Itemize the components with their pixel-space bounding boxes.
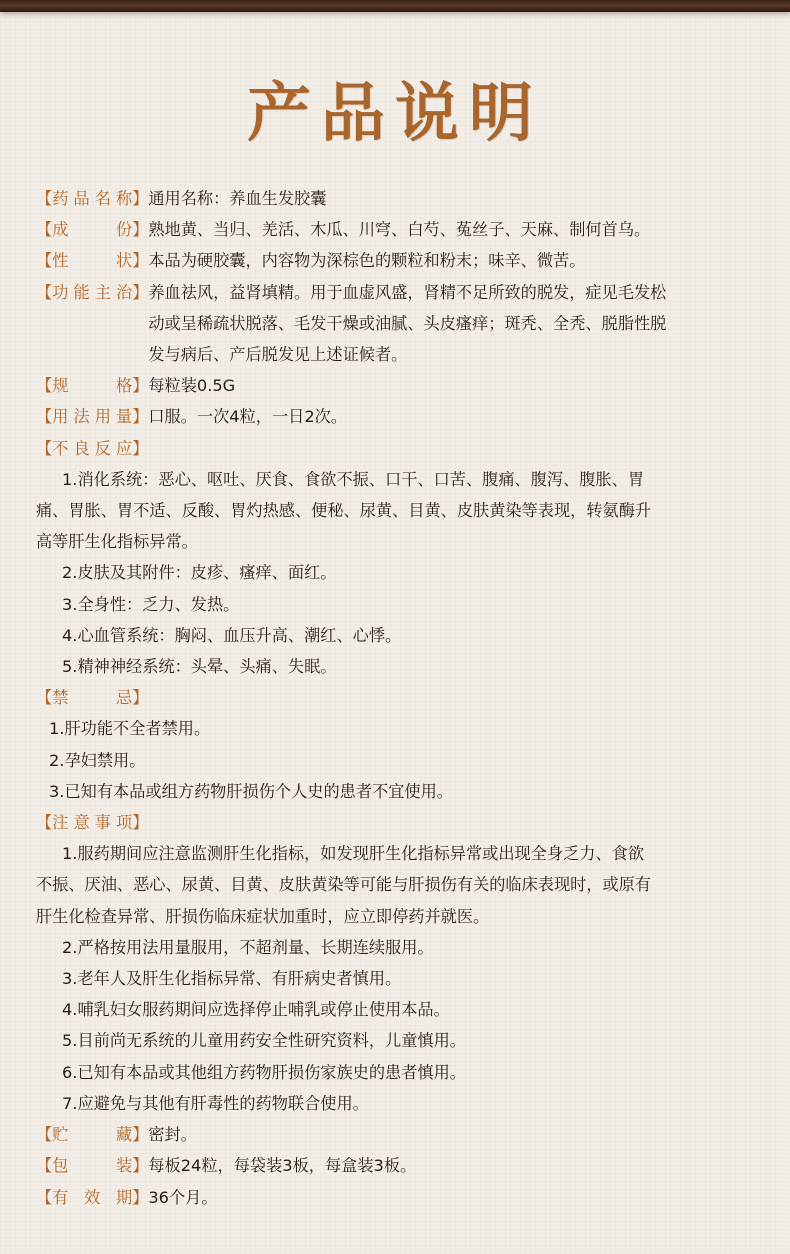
value-appearance: 本品为硬胶囊，内容物为深棕色的颗粒和粉末；味辛、微苦。 [148, 251, 586, 271]
label-ingredients: 【成份】 [36, 220, 149, 240]
label-validity: 【有效期】 [36, 1187, 149, 1207]
row-ingredients [36, 214, 766, 245]
value-storage: 密封。 [148, 1125, 197, 1145]
row-appearance [36, 245, 766, 276]
value-package: 每板24粒，每袋装3板，每盒装3板。 [148, 1156, 417, 1176]
label-precautions: 【注意事项】 [36, 813, 149, 833]
label-storage: 【贮藏】 [36, 1125, 149, 1145]
precaution-item: 3.老年人及肝生化指标异常、有肝病史者慎用。 [62, 969, 402, 989]
indications-line: 养血祛风，益肾填精。用于血虚风盛，肾精不足所致的脱发，症见毛发松 [148, 282, 667, 302]
label-indications: 【功能主治】 [36, 282, 149, 302]
row-indications [36, 277, 766, 371]
adverse-item-cont: 高等肝生化指标异常。 [36, 532, 198, 552]
adverse-item: 2.皮肤及其附件：皮疹、瘙痒、面红。 [62, 563, 337, 583]
adverse-item: 3.全身性：乏力、发热。 [62, 594, 240, 614]
adverse-item: 4.心血管系统：胸闷、血压升高、潮红、心悸。 [62, 625, 402, 645]
adverse-item: 1.消化系统：恶心、呕吐、厌食、食欲不振、口干、口苦、腹痛、腹泻、腹胀、胃 [62, 469, 645, 489]
value-spec: 每粒装0.5G [148, 376, 236, 396]
row-dosage [36, 401, 766, 432]
value-indications [148, 277, 666, 371]
indications-line: 发与病后、产后脱发见上述证候者。 [148, 345, 408, 365]
value-drug-name: 通用名称：养血生发胶囊 [148, 189, 327, 208]
label-drug-name: 【药品名称】 [36, 189, 149, 208]
precaution-item-cont: 肝生化检查异常、肝损伤临床症状加重时，应立即停药并就医。 [36, 906, 490, 926]
indications-line: 动或呈稀疏状脱落、毛发干燥或油腻、头皮瘙痒；斑秃、全秃、脱脂性脱 [148, 313, 667, 333]
row-package [36, 1150, 766, 1181]
row-contraindications [36, 682, 766, 713]
row-adverse [36, 433, 766, 464]
label-appearance: 【性状】 [36, 251, 149, 271]
contra-item: 1.肝功能不全者禁用。 [49, 719, 211, 739]
row-spec [36, 370, 766, 401]
precaution-item: 7.应避免与其他有肝毒性的药物联合使用。 [62, 1093, 369, 1113]
value-ingredients: 熟地黄、当归、羌活、木瓜、川穹、白芍、菟丝子、天麻、制何首乌。 [148, 220, 651, 240]
adverse-item-cont: 痛、胃胀、胃不适、反酸、胃灼热感、便秘、尿黄、目黄、皮肤黄染等表现，转氨酶升 [36, 501, 652, 521]
contra-item: 2.孕妇禁用。 [49, 750, 146, 770]
contra-item: 3.已知有本品或组方药物肝损伤个人史的患者不宜使用。 [49, 781, 453, 801]
precaution-item: 4.哺乳妇女服药期间应选择停止哺乳或停止使用本品。 [62, 1000, 450, 1020]
value-dosage: 口服。一次4粒，一日2次。 [148, 407, 348, 427]
row-validity [36, 1182, 766, 1213]
instruction-content [36, 183, 766, 1213]
adverse-item: 5.精神神经系统：头晕、头痛、失眠。 [62, 657, 337, 677]
label-contraindications: 【禁忌】 [36, 688, 149, 708]
precaution-item: 2.严格按用法用量服用，不超剂量、长期连续服用。 [62, 937, 434, 957]
value-validity: 36个月。 [148, 1187, 218, 1207]
label-spec: 【规格】 [36, 376, 149, 396]
precaution-item: 6.已知有本品或其他组方药物肝损伤家族史的患者慎用。 [62, 1062, 466, 1082]
precaution-item: 1.服药期间应注意监测肝生化指标，如发现肝生化指标异常或出现全身乏力、食欲 [62, 844, 645, 864]
row-storage [36, 1119, 766, 1150]
wood-top-border [0, 0, 790, 12]
precaution-item-cont: 不振、厌油、恶心、尿黄、目黄、皮肤黄染等可能与肝损伤有关的临床表现时，或原有 [36, 875, 652, 895]
page-title: 产品说明 [247, 76, 543, 151]
row-precautions [36, 807, 766, 838]
label-adverse: 【不良反应】 [36, 438, 149, 458]
label-dosage: 【用法用量】 [36, 407, 149, 427]
label-package: 【包装】 [36, 1156, 149, 1176]
precaution-item: 5.目前尚无系统的儿童用药安全性研究资料，儿童慎用。 [62, 1031, 466, 1051]
row-drug-name [36, 183, 766, 214]
